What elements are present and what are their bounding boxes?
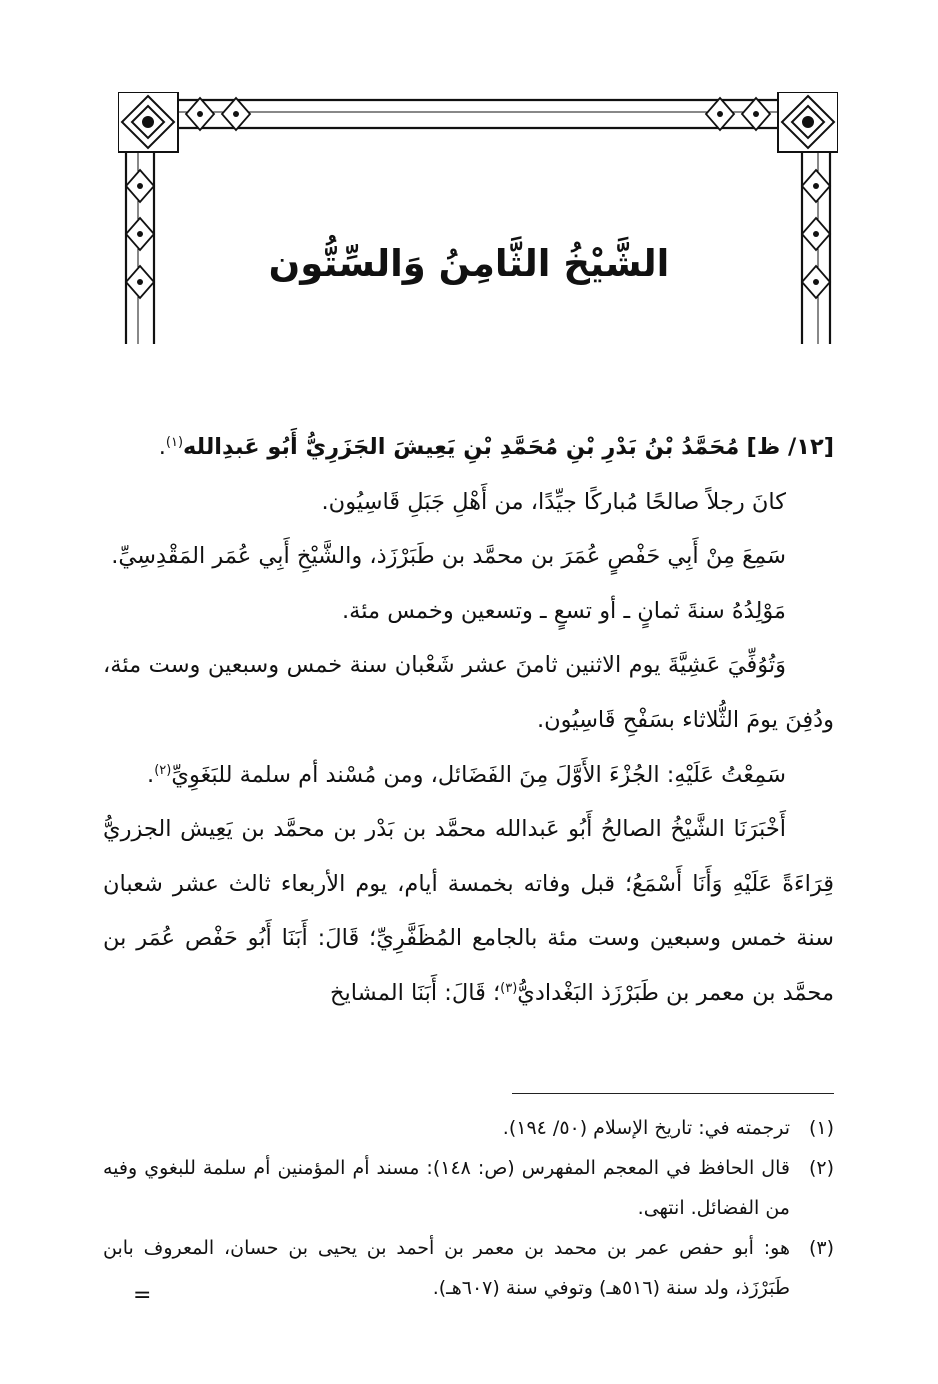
paragraph-isnad [103,802,834,1020]
chapter-title: الشَّيْخُ الثَّامِنُ وَالسِّتُّون [268,242,670,285]
footnote-number: (٣) [808,1237,834,1259]
footnote-1 [103,1108,834,1148]
paragraph-heard [103,748,834,803]
folio-reference: [١٢/ ظ] [746,434,834,460]
continuation-mark: = [133,1283,152,1308]
footnote-text: قال الحافظ في المعجم المفهرس (ص: ١٤٨): مسند أم المؤمنين أم سلمة للبغوي وفيه من الفضائل. انتهى. [103,1157,790,1219]
footnote-3 [103,1228,834,1308]
footnote-divider [512,1093,834,1094]
footnote-marker-2[interactable]: (٢) [154,762,172,778]
entry-heading [103,420,834,475]
footnote-text: هو: أبو حفص عمر بن محمد بن معمر بن أحمد بن يحيى بن حسان، المعروف بابن طَبَرْزَذ، ولد سنة (٥١٦هـ) وتوفي سنة (٦٠٧هـ). [103,1237,790,1299]
paragraph-isnad-end: ؛ قَالَ: أَبَنَا المشايخ [330,979,501,1006]
paragraph-birth: مَوْلِدُهُ سنةَ ثمانٍ ـ أو تسعٍ ـ وتسعين وخمس مئة. [342,597,786,624]
footnote-marker-3[interactable]: (٣) [500,980,518,996]
footnotes-section [103,1108,834,1308]
entry-name-end: . [158,434,166,460]
entry-name: مُحَمَّدُ بْنُ بَدْرِ بْنِ مُحَمَّدِ بْنِ يَعِيشَ الجَزَرِيُّ أَبُو عَبدِالله [183,434,740,460]
footnote-number: (١) [808,1117,834,1139]
paragraph-heard-text: سَمِعْتُ عَلَيْهِ: الجُزْءَ الأَوَّلَ مِنَ الفَضَائل، ومن مُسْند أم سلمة للبَغَوِيِّ [171,761,786,788]
footnote-marker-1[interactable]: (١) [165,435,184,450]
footnote-text: ترجمته في: تاريخ الإسلام (٥٠/ ١٩٤). [502,1117,790,1139]
paragraph-heard-end: . [147,761,155,788]
footnote-number: (٢) [808,1157,834,1179]
body-text [103,420,834,1021]
paragraph-description: كانَ رجلاً صالحًا مُباركًا جيِّدًا، من أَهْلِ جَبَلِ قَاسِيُون. [321,488,786,515]
paragraph-isnad-text: أَخْبَرَنَا الشَّيْخُ الصالحُ أَبُو عَبدالله محمَّد بن بَدْر بن محمَّد بن يَعِيش الجزريُّ قِرَاءَةً عَلَيْهِ وَأَنَا أَسْمَعُ؛ قبل وفاته بخمسة أيام، يوم الأربعاء ثالث عشر شعبان سنة خمس وسبعين وست مئة بالجامع المُظَفَّرِيِّ؛ قَالَ: أَبَنَا أَبُو حَفْص عُمَر بن محمَّد بن معمر بن طَبَرْزَذ البَغْداديُّ [103,816,834,1006]
footnote-2 [103,1148,834,1228]
paragraph-teachers: سَمِعَ مِنْ أَبِي حَفْصٍ عُمَرَ بن محمَّد بن طَبَرْزَذ، والشَّيْخِ أَبِي عُمَر المَقْدِسِيِّ. [111,543,786,570]
paragraph-death: وَتُوُفِّيَ عَشِيَّةَ يوم الاثنين ثامنَ عشر شَعْبان سنة خمس وسبعين وست مئة، ودُفِنَ يومَ الثُّلاثاء بسَفْحِ قَاسِيُون. [103,652,834,733]
ornamental-header-frame [118,92,838,344]
